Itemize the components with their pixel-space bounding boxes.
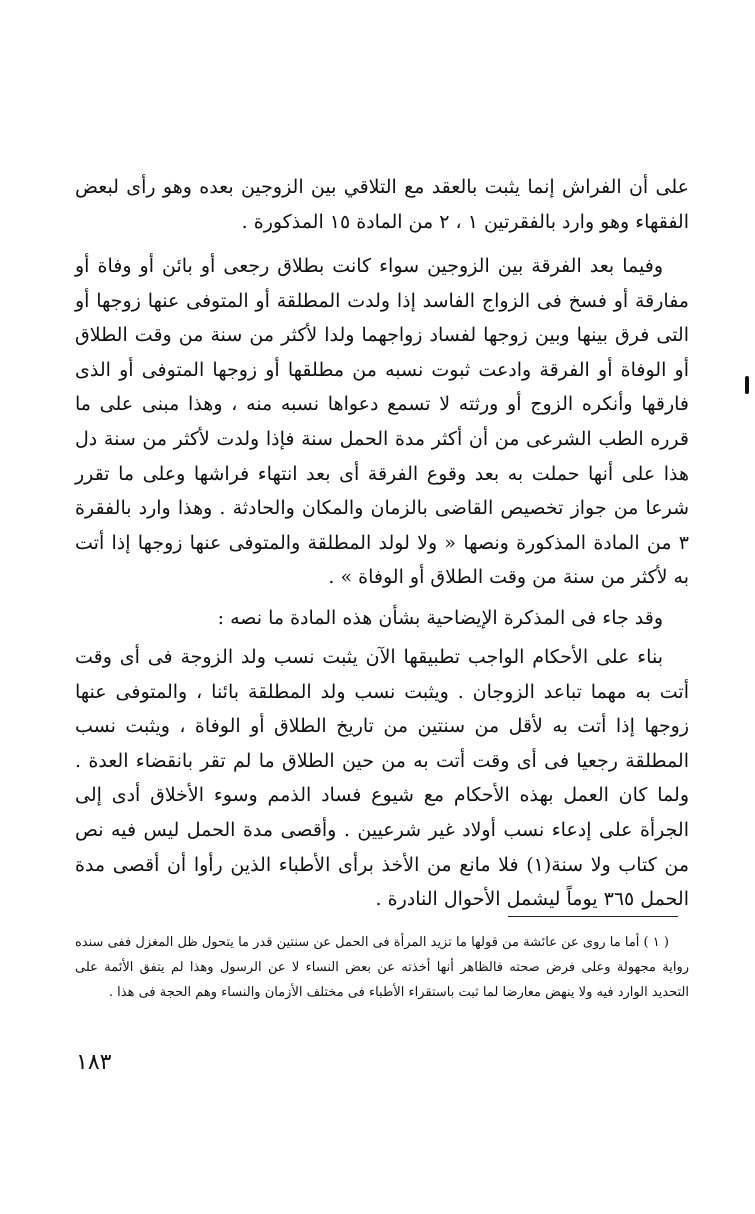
quoted-memo-paragraph <box>75 640 689 917</box>
paragraph-text: وقد جاء فى المذكرة الإيضاحية بشأن هذه المادة ما نصه : <box>217 607 663 629</box>
paragraph-2 <box>75 249 689 595</box>
paragraph-text: وفيما بعد الفرقة بين الزوجين سواء كانت بطلاق رجعى أو بائن أو وفاة أو مفارقة أو فسخ فى الزواج الفاسد إذا ولدت المطلقة أو المتوفى عنها زوجها أو التى فرق بينها وبين زوجها لفساد زواجهما ولدا لأكثر من سنة من وقت الطلاق أو الوفاة أو الفرقة وادعت ثبوت نسبه من مطلقها أو زوجها المتوفى أو الذى فارقها وأنكره الزوج أو ورثته لا تسمع دعواها نسبه منه ، وهذا مبنى على ما قرره الطب الشرعى من أن أكثر مدة الحمل سنة فإذا ولدت لأكثر من سنة دل هذا على أنها حملت به بعد وقوع الفرقة أى بعد انتهاء فراشها وعلى ما تقرر شرعا من جواز تخصيص القاضى بالزمان والمكان والحادثة . وهذا وارد بالفقرة ٣ من المادة المذكورة ونصها « ولا لولد المطلقة والمتوفى عنها زوجها إذا أتت به لأكثر من سنة من وقت الطلاق أو الوفاة » . <box>75 255 689 589</box>
footnote-text: ( ١ ) أما ما روى عن عائشة من قولها ما تزيد المرأة فى الحمل عن سنتين قدر ما يتحول ظل المغزل ففى سنده رواية مجهولة وعلى فرض صحته فالظاهر أنها أخذته عن بعض النساء لا عن الرسول وهذا لم يتفق الأئمة على التحديد الوارد فيه ولا ينهض معارضا لما ثبت باستقراء الأطباء فى مختلف الأزمان والنساء وهم الحجة فى هذا . <box>75 935 689 1000</box>
paragraph-text: على أن الفراش إنما يثبت بالعقد مع التلاقي بين الزوجين بعده وهو رأى لبعض الفقهاء وهو وارد بالفقرتين ١ ، ٢ من المادة ١٥ المذكورة . <box>75 176 689 233</box>
paragraph-1 <box>75 170 689 239</box>
page-number: ١٨٣ <box>76 1050 112 1075</box>
footnote-separator <box>508 916 678 917</box>
margin-mark <box>745 376 749 394</box>
paragraph-text: بناء على الأحكام الواجب تطبيقها الآن يثبت نسب ولد الزوجة فى أى وقت أتت به مهما تباعد الزوجان . ويثبت نسب ولد المطلقة بائنا ، والمتوفى عنها زوجها إذا أتت به لأقل من سنتين من تاريخ الطلاق أو الوفاة ، ويثبت نسب المطلقة رجعيا فى أى وقت أتت به من حين الطلاق ما لم تقر بانقضاء العدة . ولما كان العمل بهذه الأحكام مع شيوع فساد الذمم وسوء الأخلاق أدى إلى الجرأة على إدعاء نسب أولاد غير شرعيين . وأقصى مدة الحمل ليس فيه نص من كتاب ولا سنة(١) فلا مانع من الأخذ برأى الأطباء الذين رأوا أن أقصى مدة الحمل ٣٦٥ يوماً ليشمل الأحوال النادرة . <box>75 646 690 911</box>
paragraph-3 <box>75 601 689 636</box>
footnote <box>75 930 689 1005</box>
